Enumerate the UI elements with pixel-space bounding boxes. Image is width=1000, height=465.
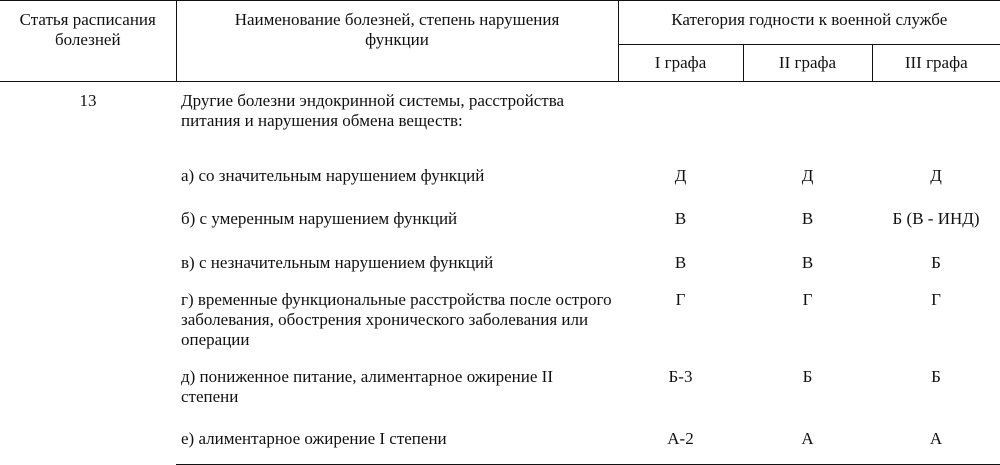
row-graph-3: Д <box>930 166 942 185</box>
article-number: 13 <box>79 91 97 110</box>
table-row <box>0 82 1000 158</box>
row-graph-2: Д <box>801 166 814 185</box>
row-graph-3: Б (В - ИНД) <box>892 209 980 228</box>
row-graph-1: В <box>674 209 687 228</box>
row-graph-3: Б <box>931 253 941 272</box>
row-graph-1: Г <box>675 290 686 309</box>
row-graph-1: А-2 <box>618 420 743 465</box>
header-article-label: Статья расписания болезней <box>19 10 156 49</box>
header-disease-name-label: Наименование болезней, степень нарушения функции <box>234 10 560 49</box>
row-graph-3: А <box>872 420 1000 465</box>
row-name: д) пониженное питание, алиментарное ожирение II степени <box>181 367 553 406</box>
row-graph-2: Г <box>802 290 813 309</box>
table-header <box>0 1 1000 82</box>
row-graph-3: Г <box>931 290 941 309</box>
header-category-label: Категория годности к военной службе <box>671 10 948 29</box>
row-graph-2: В <box>801 209 814 228</box>
row-name: Другие болезни эндокринной системы, расстройства питания и нарушения обмена веществ: <box>181 91 565 130</box>
row-name: а) со значительным нарушением функций <box>181 166 485 185</box>
row-graph-2: Б <box>802 367 813 386</box>
row-name: в) с незначительным нарушением функций <box>181 253 494 272</box>
header-article <box>0 1 176 82</box>
header-graph-1: I графа <box>618 45 743 82</box>
header-graph-2: II графа <box>743 45 872 82</box>
header-graph-3: III графа <box>872 45 1000 82</box>
row-graph-2: А <box>743 420 872 465</box>
row-graph-3: Б <box>931 367 941 386</box>
row-name: б) с умеренным нарушением функций <box>181 209 458 228</box>
row-name: г) временные функциональные расстройства после острого заболевания, обострения хронического заболевания или операции <box>181 290 612 349</box>
row-name: е) алиментарное ожирение I степени <box>176 420 618 465</box>
row-graph-2 <box>743 82 872 158</box>
row-graph-2: В <box>801 253 814 272</box>
row-graph-3 <box>872 82 1000 158</box>
row-graph-1 <box>618 82 743 158</box>
row-graph-1: Б-3 <box>668 367 693 386</box>
row-graph-1: Д <box>674 166 687 185</box>
header-disease-name <box>176 1 618 82</box>
header-category <box>618 1 1000 45</box>
table-body <box>0 82 1000 465</box>
row-graph-1: В <box>674 253 687 272</box>
